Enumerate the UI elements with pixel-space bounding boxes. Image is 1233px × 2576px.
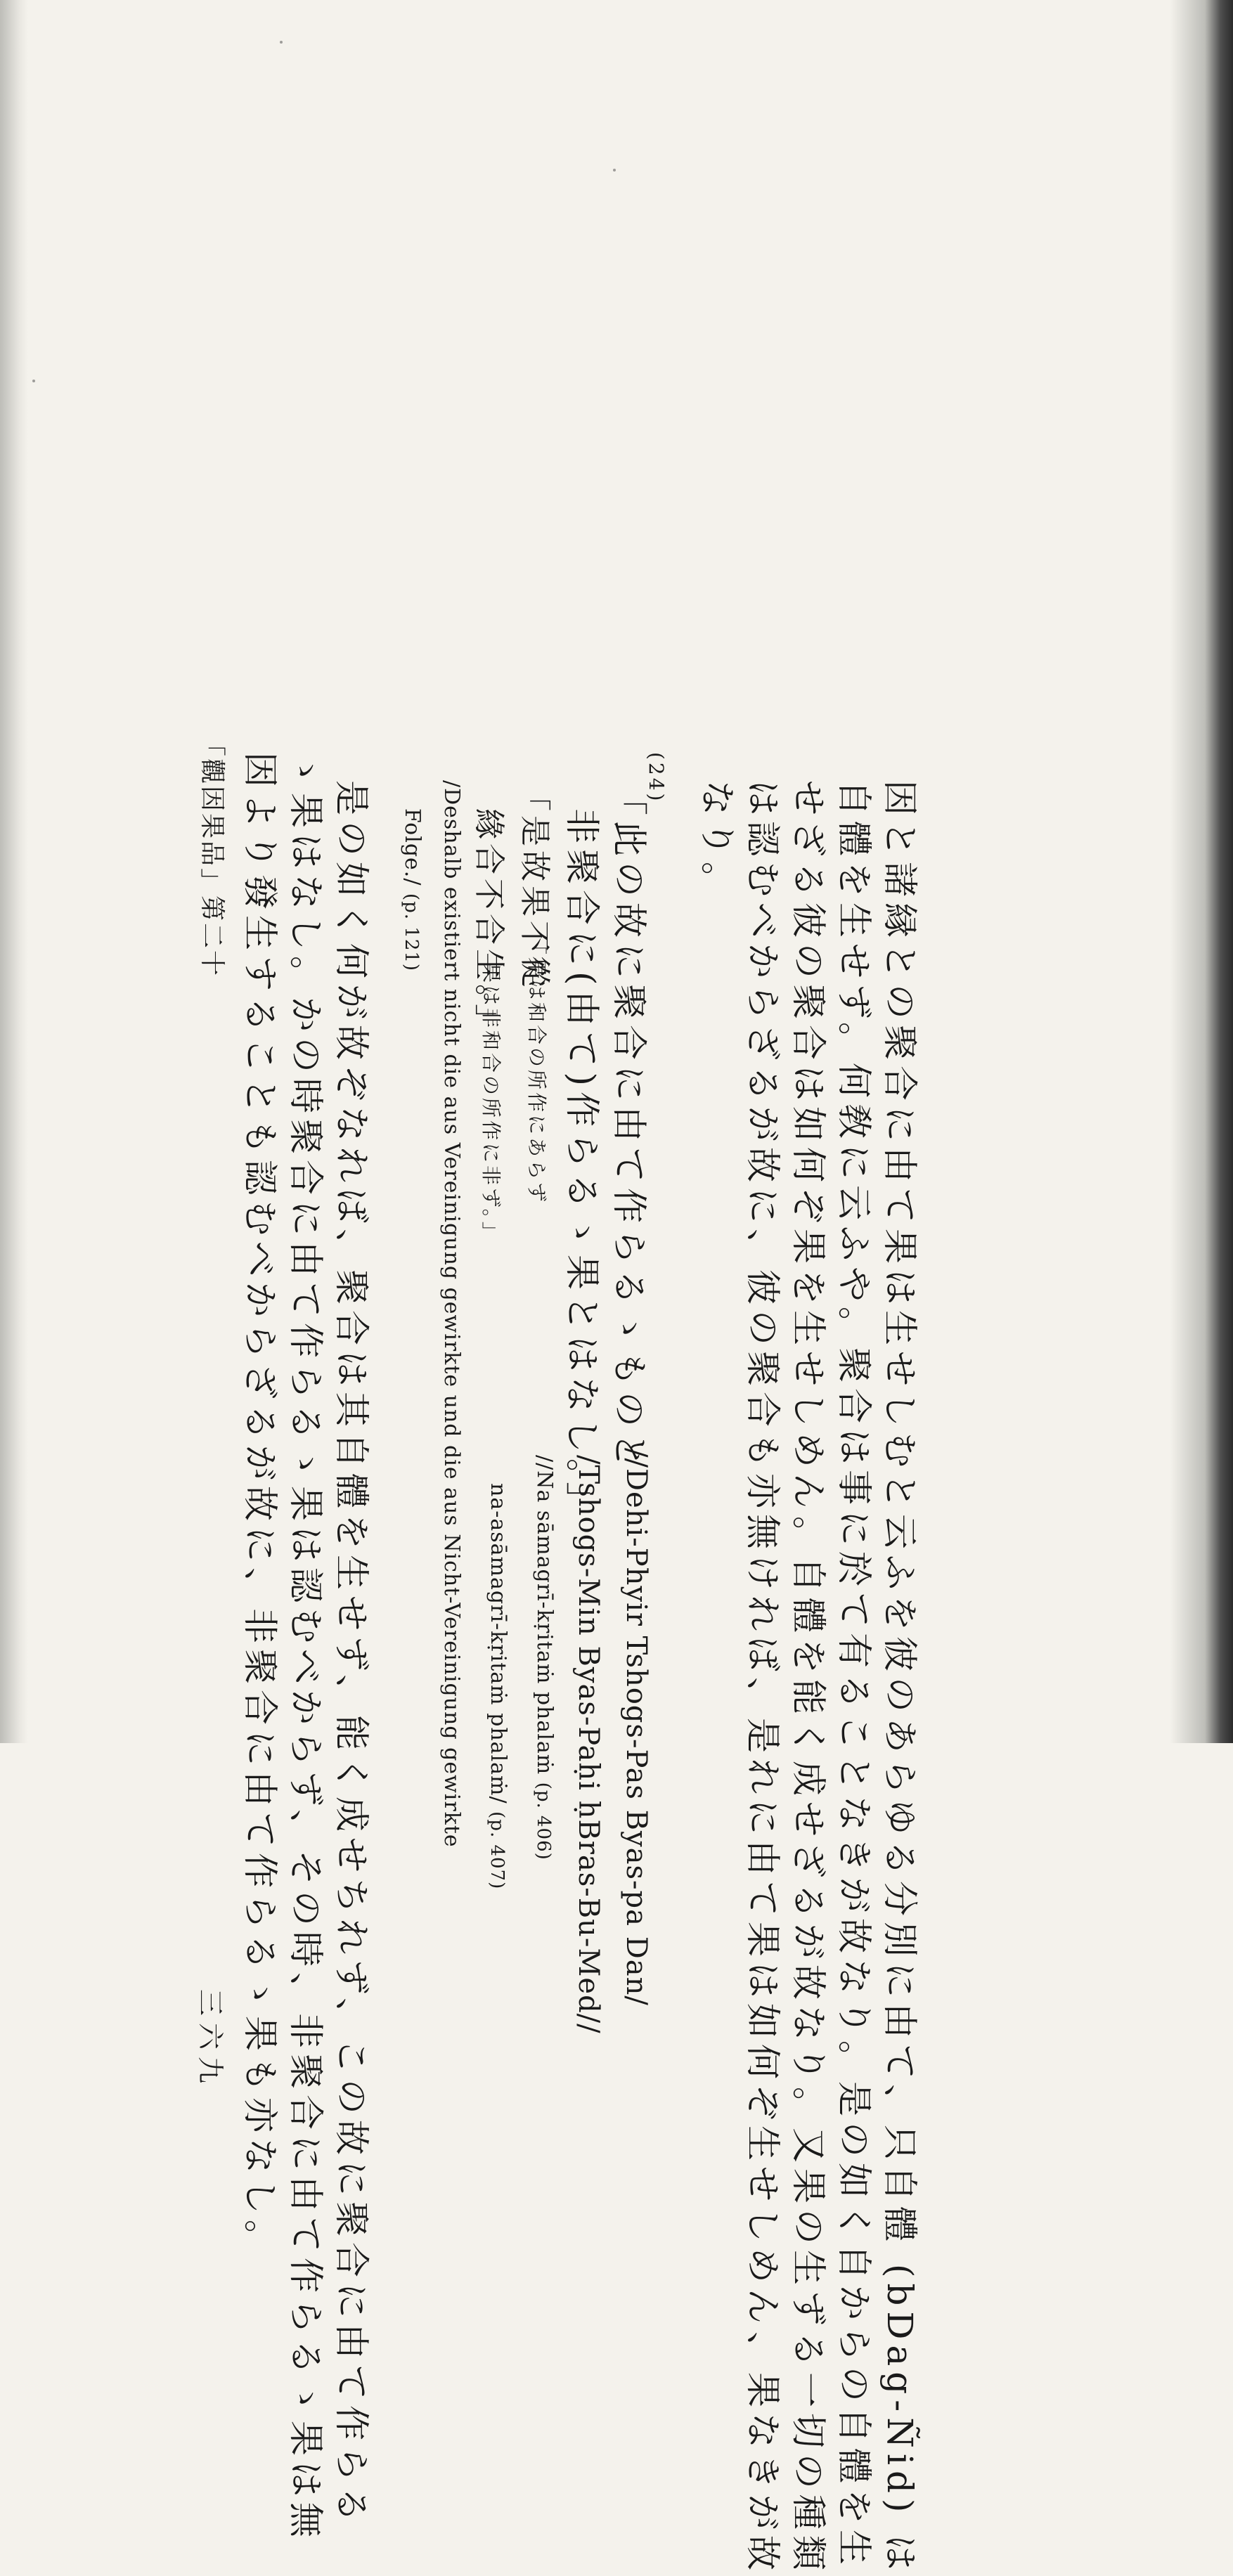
- page-number: 三六九: [195, 1989, 226, 2091]
- chinese-verse-line: 「是故果不從: [517, 780, 553, 991]
- chinese-verse-line: 緣合不合生。」: [471, 808, 507, 1039]
- speck: [32, 380, 35, 382]
- chinese-note-line: 「果は和合の所作にあらず: [525, 935, 548, 1205]
- verse-number: (24): [645, 752, 668, 804]
- paragraph2-line: 是の如く何が故ぞなれば、聚合は其自體を生せず、能く成せちれず、この故に聚合に由て作らる: [331, 780, 372, 2528]
- german-ref: (p. 121): [401, 893, 422, 972]
- sanskrit-line: [486, 1483, 510, 1889]
- german-line: [400, 808, 425, 971]
- chinese-note-line: 果は非和合の所作に非ず。」: [479, 963, 503, 1244]
- paragraph1-line: なり。: [697, 780, 737, 902]
- sanskrit-line: [532, 1455, 557, 1860]
- paragraph1-line: 自體を生せず。何敎に云ふや。聚合は事に於て有ることなきが故なり。是の如く自からの自體を生: [834, 780, 874, 2570]
- verse-jp-line: 非聚合に(由て)作らるゝ果とはなし。」: [562, 808, 602, 1523]
- verse-jp-line: 「此の故に聚合に由て作らるゝものと: [609, 780, 650, 1473]
- german-text: Folge./: [400, 808, 425, 886]
- tibetan-line: /Tshogs-Min Byas-Paḥi ḥBras-Bu-Med//: [572, 1455, 605, 2034]
- sanskrit-ref: (p. 406): [533, 1782, 554, 1860]
- paragraph1-line: は認むべからざるが故に、彼の聚合も亦無ければ、是れに由て果は如何ぞ生せしめん、果なきが故: [742, 780, 783, 2576]
- scan-edge-right: [1170, 0, 1233, 1743]
- paragraph2-line: 因より發生することも認むべからざるが故に、非聚合に由て作らるゝ果も亦なし。: [240, 752, 280, 2260]
- running-footer: 「觀因果品」第二十: [198, 731, 226, 978]
- sanskrit-text: na-asāmagrī-kṛitaṁ phalaṁ/: [486, 1483, 510, 1804]
- paragraph1-line: 因と諸縁との聚合に由て果は生せしむと云ふを彼のあらゆる分別に由て、只自體 (bDag-Ñid) は: [879, 780, 920, 2576]
- rotated-text-block: [0, 731, 928, 2576]
- speck: [280, 41, 283, 44]
- paragraph1-line: せざる彼の聚合は如何ぞ果を生せしめん。自體を能く成せざるが故なり。又果の生ずる一切の種類: [788, 780, 829, 2576]
- german-line: /Deshalb existiert nicht die aus Vereinigung gewirkte und die aus Nicht-Vereinigung gewirkte: [439, 780, 464, 1848]
- speck: [613, 169, 616, 171]
- sanskrit-ref: (p. 407): [486, 1811, 508, 1890]
- sanskrit-text: //Na sāmagrī-kṛitaṁ phalaṁ: [532, 1455, 557, 1775]
- tibetan-line: //Dehi-Phyir Tshogs-Pas Byas-pa Dan/: [620, 1448, 652, 2006]
- paragraph2-line: ゝ果はなし。かの時聚合に由て作らるゝ果は認むべからず、その時、非聚合に由て作らるゝ果は無: [285, 752, 326, 2543]
